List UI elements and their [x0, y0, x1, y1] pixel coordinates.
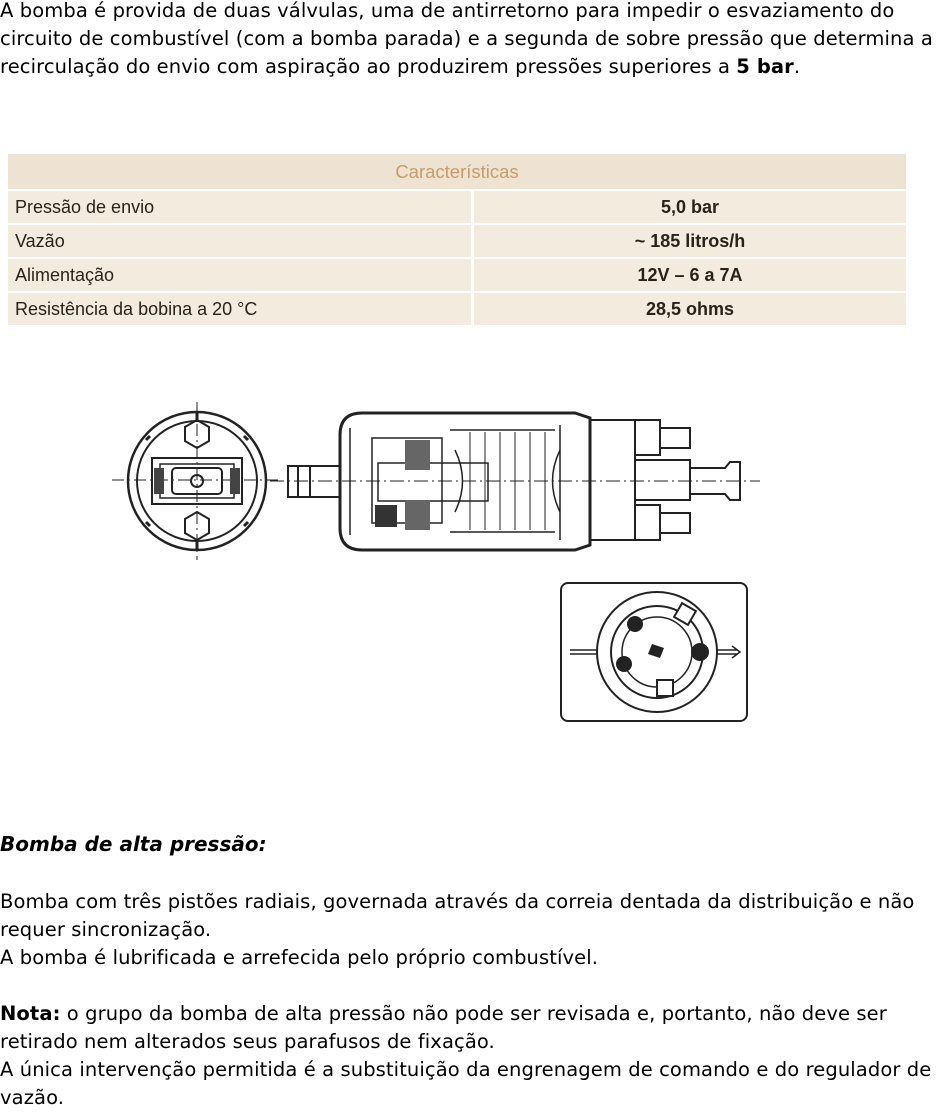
row-label: Pressão de envio	[8, 191, 474, 223]
note-paragraph	[0, 1000, 938, 1056]
note-body	[0, 1000, 938, 1112]
section-heading: Bomba de alta pressão:	[0, 832, 267, 856]
note-label: Nota:	[0, 1002, 61, 1025]
row-value: ~ 185 litros/h	[474, 225, 906, 257]
row-value: 28,5 ohms	[474, 293, 906, 325]
section-paragraph-1: Bomba com três pistões radiais, governada através da correia dentada da distribuição e não requer sincronização.	[0, 890, 915, 941]
row-label: Resistência da bobina a 20 °C	[8, 293, 474, 325]
intro-text: A bomba é provida de duas válvulas, uma de antirretorno para impedir o esvaziamento do circuito de combustível (com a bomba parada) e a segunda de sobre pressão que determina a recirculação do envio com aspiração ao produzirem pressões superiores a	[0, 0, 933, 78]
connector-detail	[561, 583, 747, 721]
row-value: 5,0 bar	[474, 191, 906, 223]
specs-table-header: Características	[8, 154, 906, 189]
section-paragraph-2: A bomba é lubrificada e arrefecida pelo próprio combustível.	[0, 946, 599, 969]
section-paragraph-3: A única intervenção permitida é a substituição da engrenagem de comando e do regulador de vazão.	[0, 1058, 932, 1109]
row-label: Alimentação	[8, 259, 474, 291]
pump-end-view	[112, 402, 282, 560]
row-label: Vazão	[8, 225, 474, 257]
section-body	[0, 888, 938, 972]
row-value: 12V – 6 a 7A	[474, 259, 906, 291]
intro-bold-value: 5 bar	[736, 55, 794, 78]
pump-side-view	[270, 413, 760, 550]
intro-end: .	[793, 55, 801, 78]
note-text: o grupo da bomba de alta pressão não pode ser revisada e, portanto, não deve ser retirado nem alterados seus parafusos de fixação.	[0, 1002, 887, 1053]
